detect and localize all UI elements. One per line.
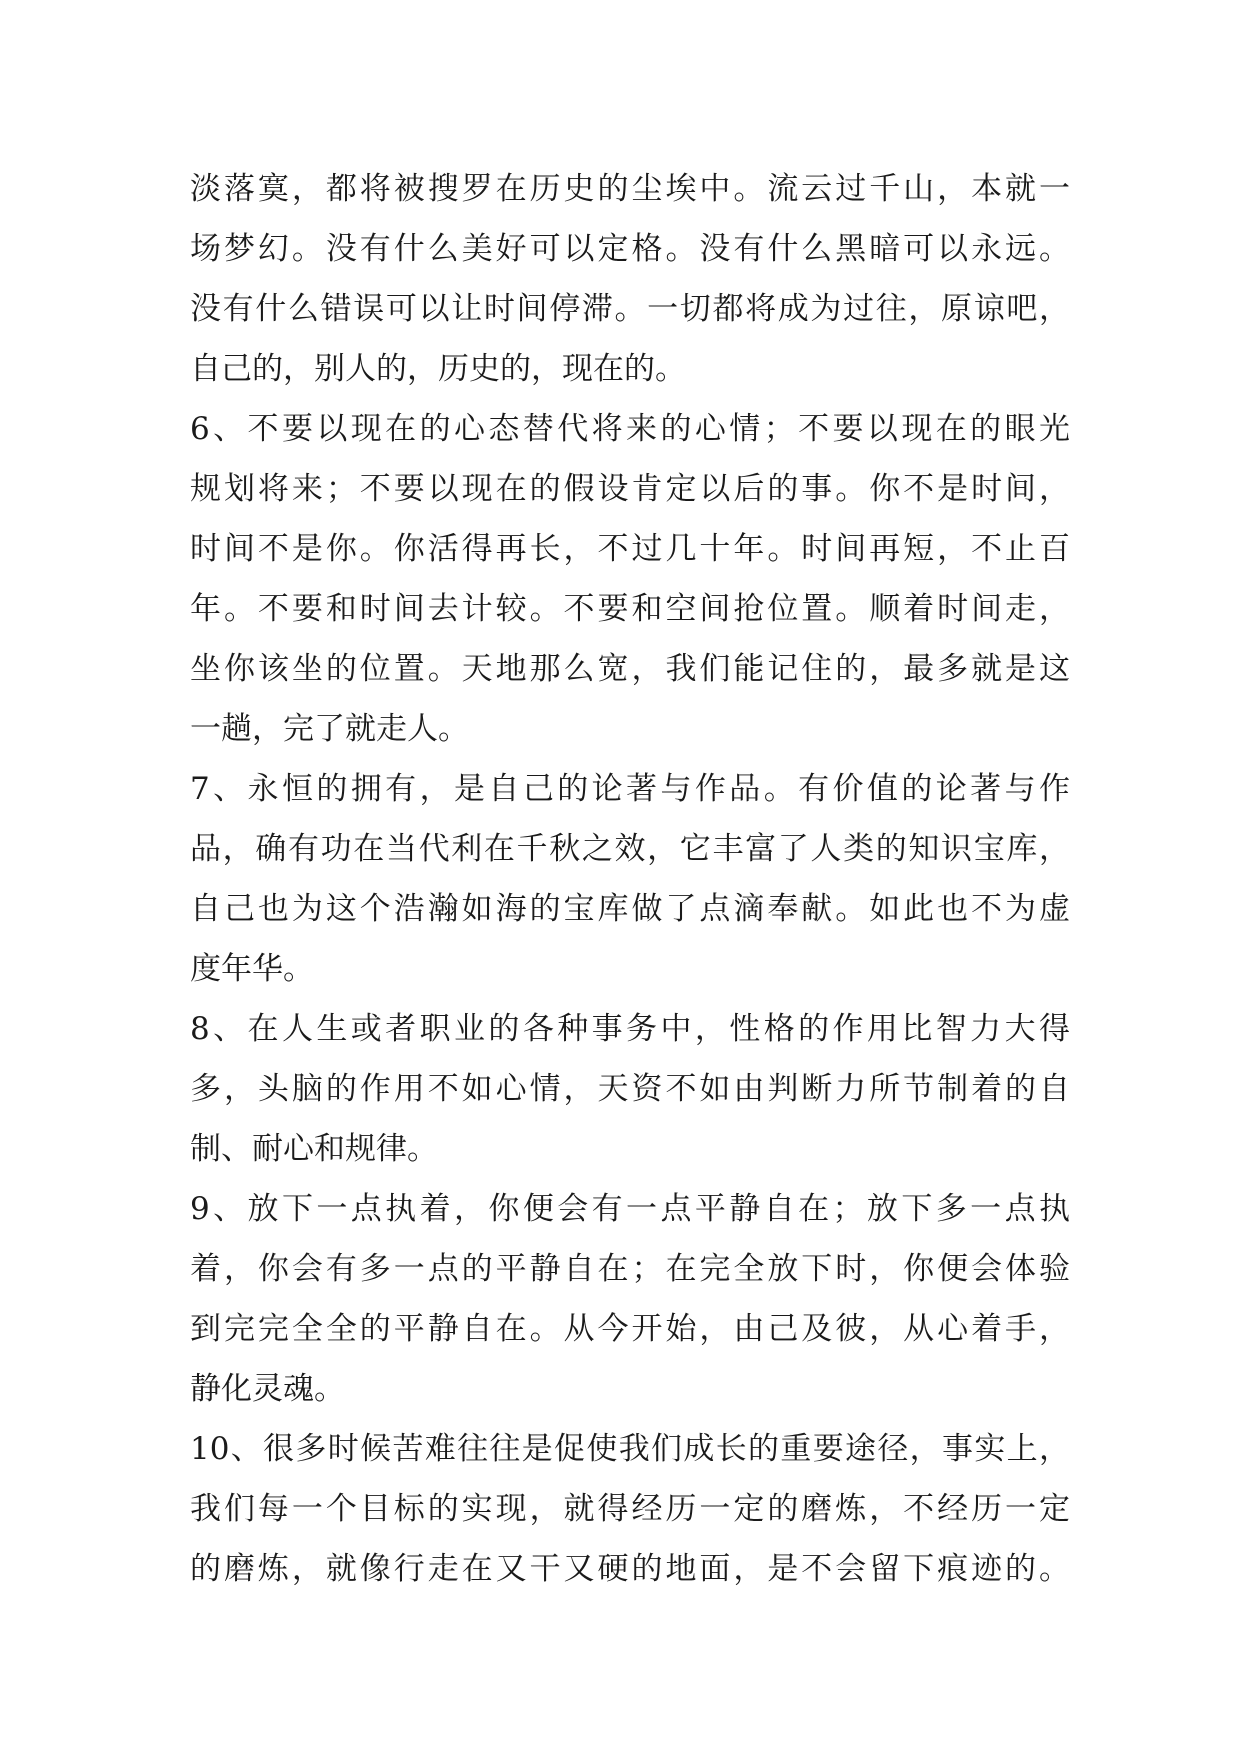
text-line: 度年华。	[190, 951, 314, 987]
text-line: 9、放下一点执着，你便会有一点平静自在；放下多一点执	[190, 1191, 1070, 1227]
text-line: 的磨炼，就像行走在又干又硬的地面，是不会留下痕迹的。	[190, 1551, 1070, 1587]
text-line: 坐你该坐的位置。天地那么宽，我们能记住的，最多就是这	[190, 651, 1070, 687]
text-line: 自己的，别人的，历史的，现在的。	[190, 351, 686, 387]
text-line: 到完完全全的平静自在。从今开始，由己及彼，从心着手，	[190, 1311, 1070, 1347]
text-line: 没有什么错误可以让时间停滞。一切都将成为过往，原谅吧，	[190, 291, 1070, 327]
text-line: 多，头脑的作用不如心情，天资不如由判断力所节制着的自	[190, 1071, 1070, 1107]
text-line: 一趟，完了就走人。	[190, 711, 469, 747]
body-text	[190, 159, 1070, 1599]
text-line: 静化灵魂。	[190, 1371, 345, 1407]
text-line: 场梦幻。没有什么美好可以定格。没有什么黑暗可以永远。	[190, 231, 1070, 267]
text-line: 7、永恒的拥有，是自己的论著与作品。有价值的论著与作	[190, 771, 1070, 807]
text-line: 10、很多时候苦难往往是促使我们成长的重要途径，事实上，	[190, 1431, 1070, 1467]
text-line: 自己也为这个浩瀚如海的宝库做了点滴奉献。如此也不为虚	[190, 891, 1070, 927]
text-line: 制、耐心和规律。	[190, 1131, 438, 1167]
text-line: 8、在人生或者职业的各种事务中，性格的作用比智力大得	[190, 1011, 1070, 1047]
text-line: 规划将来；不要以现在的假设肯定以后的事。你不是时间，	[190, 471, 1070, 507]
text-line: 品，确有功在当代利在千秋之效，它丰富了人类的知识宝库，	[190, 831, 1070, 867]
text-line: 6、不要以现在的心态替代将来的心情；不要以现在的眼光	[190, 411, 1070, 447]
text-line: 年。不要和时间去计较。不要和空间抢位置。顺着时间走，	[190, 591, 1070, 627]
text-line: 着，你会有多一点的平静自在；在完全放下时，你便会体验	[190, 1251, 1070, 1287]
text-line: 我们每一个目标的实现，就得经历一定的磨炼，不经历一定	[190, 1491, 1070, 1527]
text-line: 时间不是你。你活得再长，不过几十年。时间再短，不止百	[190, 531, 1070, 567]
text-line: 淡落寞，都将被搜罗在历史的尘埃中。流云过千山，本就一	[190, 171, 1070, 207]
